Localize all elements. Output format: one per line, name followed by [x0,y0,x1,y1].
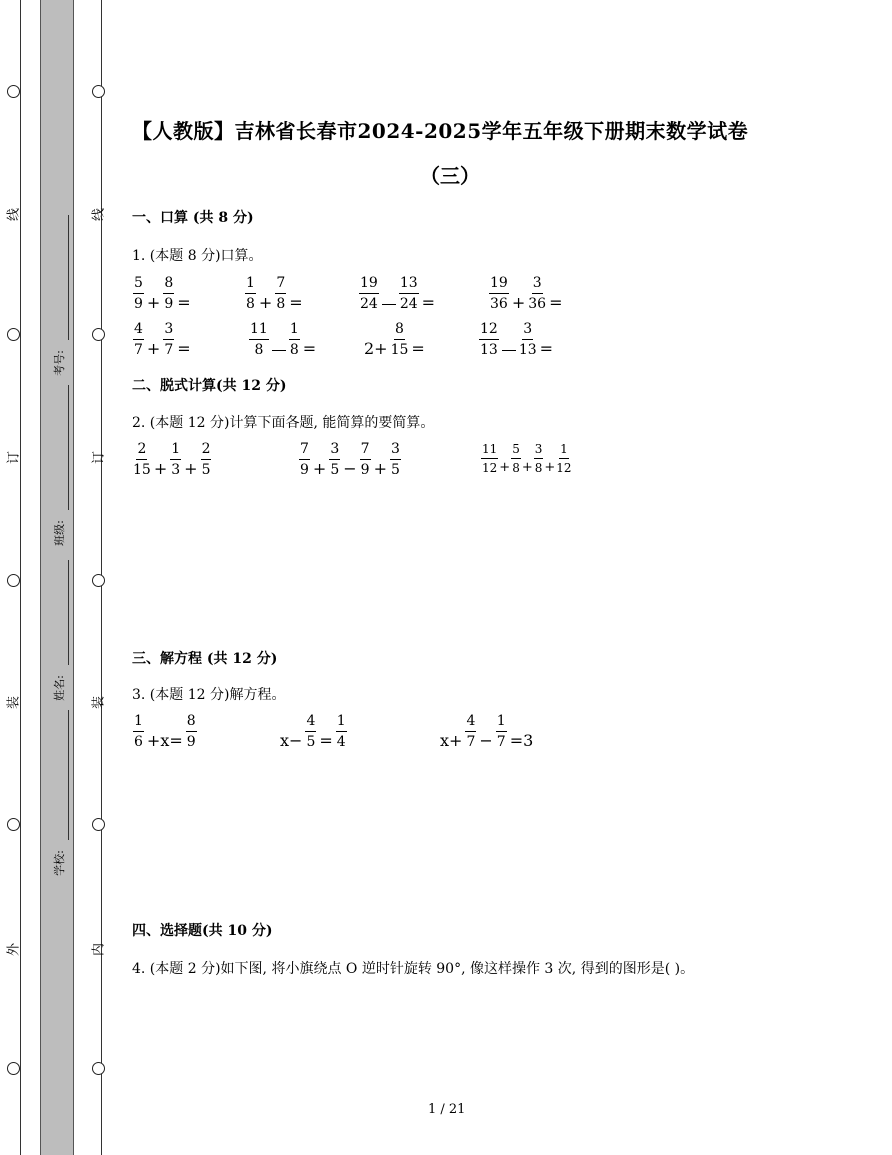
math-expression [358,276,437,311]
fraction [336,714,347,749]
binding-char: 订 [91,451,107,465]
operator: = [411,339,425,358]
numerator: 5 [511,443,521,459]
operator: + [258,293,273,312]
punch-hole [92,85,105,98]
denominator: 5 [390,462,400,478]
fraction [391,322,409,357]
section-heading: 三、解方程 (共 12 分) [132,651,278,667]
denominator: 9 [164,296,174,312]
operator: x− [280,731,303,750]
operator: = [539,339,554,358]
numerator: 11 [481,443,498,459]
fraction [305,714,316,749]
math-expression [132,276,193,311]
numerator: 11 [249,322,269,340]
denominator: 9 [360,462,370,478]
numerator: 3 [329,442,340,460]
numerator: 3 [534,443,544,459]
denominator: 5 [330,462,340,478]
binding-char: 装 [6,696,22,710]
punch-hole [7,818,20,831]
numerator: 1 [245,276,256,294]
fraction [275,276,286,311]
punch-hole [92,818,105,831]
operator: + [521,460,533,475]
denominator: 24 [360,296,378,312]
denominator: 7 [466,734,476,750]
equation [438,714,535,749]
math-expression [248,322,318,357]
numerator: 4 [465,714,476,732]
numerator: 4 [305,714,316,732]
math-expression [132,322,193,357]
numerator: 1 [336,714,347,732]
numerator: 19 [489,276,509,294]
field-label: 学校: [52,850,66,876]
equation [278,714,348,749]
binding-char: 订 [6,451,22,465]
numerator: 4 [133,322,144,340]
numerator: 8 [163,276,174,294]
math-expression [488,276,564,311]
math-expression [132,442,212,477]
fraction [186,714,197,749]
fraction [465,714,476,749]
math-expression [362,322,427,357]
fraction [360,442,371,477]
binding-outer-line [20,0,21,1155]
denominator: 15 [390,342,409,358]
field-underline [68,215,69,340]
punch-hole [7,85,20,98]
operator: 2+ [364,339,388,358]
operator: + [511,293,526,312]
operator: + [499,460,511,475]
field-label: 考号: [52,350,66,376]
denominator: 15 [133,462,151,478]
numerator: 3 [163,322,174,340]
denominator: 9 [186,734,196,750]
numerator: 7 [299,442,310,460]
fraction [245,276,256,311]
numerator: 2 [201,442,212,460]
numerator: 1 [559,443,569,459]
question-text: 3. (本题 12 分)解方程。 [132,687,286,703]
numerator: 1 [496,714,507,732]
fraction [489,276,509,311]
fraction [528,276,546,311]
denominator: 8 [254,342,264,358]
fraction [163,276,174,311]
operator: − [479,731,493,750]
fraction [399,276,419,311]
section-heading: 四、选择题(共 10 分) [132,923,273,939]
denominator: 13 [480,342,498,358]
field-underline [68,560,69,665]
section-heading: 一、口算 (共 8 分) [132,210,254,226]
fraction [133,714,144,749]
numerator: 1 [133,714,144,732]
denominator: 5 [306,734,316,750]
fraction [201,442,212,477]
fraction [511,443,521,474]
punch-hole [7,328,20,341]
fraction [556,443,571,474]
punch-hole [7,1062,20,1075]
numerator: 7 [360,442,371,460]
denominator: 6 [134,734,143,750]
punch-hole [92,1062,105,1075]
operator: = [319,731,333,750]
denominator: 12 [482,461,498,475]
numerator: 8 [186,714,197,732]
operator: = [177,293,191,312]
numerator: 1 [289,322,300,340]
denominator: 12 [556,461,572,475]
punch-hole [7,574,20,587]
numerator: 12 [479,322,499,340]
math-expression [480,443,573,474]
minus-sign [382,304,396,305]
operator: + [544,460,556,475]
fraction [390,442,401,477]
denominator: 8 [534,461,543,475]
minus-sign [272,350,286,351]
fraction [329,442,340,477]
question-text: 2. (本题 12 分)计算下面各题, 能简算的要简算。 [132,415,435,431]
page-number: 1 / 21 [428,1102,466,1117]
binding-char: 内 [91,943,107,957]
denominator: 7 [496,734,506,750]
numerator: 3 [532,276,543,294]
operator: = [549,293,563,312]
fraction [249,322,269,357]
denominator: 9 [300,462,309,478]
denominator: 8 [276,296,286,312]
question-text: 4. (本题 2 分)如下图, 将小旗绕点 O 逆时针旋转 90°, 像这样操作 3 次, 得到的图形是( )。 [132,961,695,977]
section-heading: 二、脱式计算(共 12 分) [132,378,287,394]
denominator: 7 [164,342,174,358]
numerator: 8 [394,322,405,340]
fraction [481,443,498,474]
operator: + [373,459,387,478]
operator: + [153,459,168,478]
fraction [133,276,144,311]
math-expression [298,442,402,477]
numerator: 3 [522,322,533,340]
field-underline [68,385,69,510]
denominator: 36 [490,296,508,312]
page-subtitle: （三） [420,164,480,188]
denominator: 24 [399,296,418,312]
numerator: 3 [390,442,401,460]
fraction [133,322,144,357]
denominator: 8 [512,461,520,475]
operator: = [289,293,303,312]
fraction [289,322,300,357]
binding-char: 外 [6,943,22,957]
math-expression [478,322,555,357]
equation [132,714,198,749]
field-underline [68,710,69,840]
fraction [359,276,379,311]
denominator: 4 [336,734,346,750]
denominator: 8 [246,296,255,312]
fraction [534,443,544,474]
field-label: 姓名: [52,675,66,701]
binding-char: 线 [6,208,22,222]
fraction [479,322,499,357]
fraction [519,322,537,357]
denominator: 36 [528,296,547,312]
numerator: 13 [399,276,419,294]
minus-sign [502,350,516,351]
operator: + [312,459,327,478]
operator: + [146,293,161,312]
punch-hole [92,328,105,341]
fraction [163,322,174,357]
numerator: 5 [133,276,144,294]
punch-hole [92,574,105,587]
operator: = [421,293,436,312]
field-label: 班级: [52,520,66,546]
fraction [496,714,507,749]
operator: + [146,339,161,358]
operator: + [184,459,198,478]
page-title: 【人教版】吉林省长春市2024-2025学年五年级下册期末数学试卷 [132,119,749,143]
numerator: 1 [170,442,181,460]
denominator: 13 [518,342,537,358]
denominator: 3 [171,462,181,478]
binding-char: 装 [91,696,107,710]
operator: x+ [440,731,463,750]
numerator: 7 [275,276,286,294]
denominator: 9 [134,296,143,312]
math-expression [244,276,305,311]
fraction [133,442,151,477]
question-text: 1. (本题 8 分)口算。 [132,248,263,264]
operator: +x= [146,731,183,750]
operator: =3 [509,731,534,750]
fraction [170,442,181,477]
operator: − [343,459,357,478]
denominator: 5 [201,462,211,478]
denominator: 7 [134,342,143,358]
operator: = [302,339,317,358]
fraction [299,442,310,477]
numerator: 19 [359,276,379,294]
operator: = [177,339,191,358]
denominator: 8 [289,342,299,358]
numerator: 2 [136,442,147,460]
binding-char: 线 [91,208,107,222]
